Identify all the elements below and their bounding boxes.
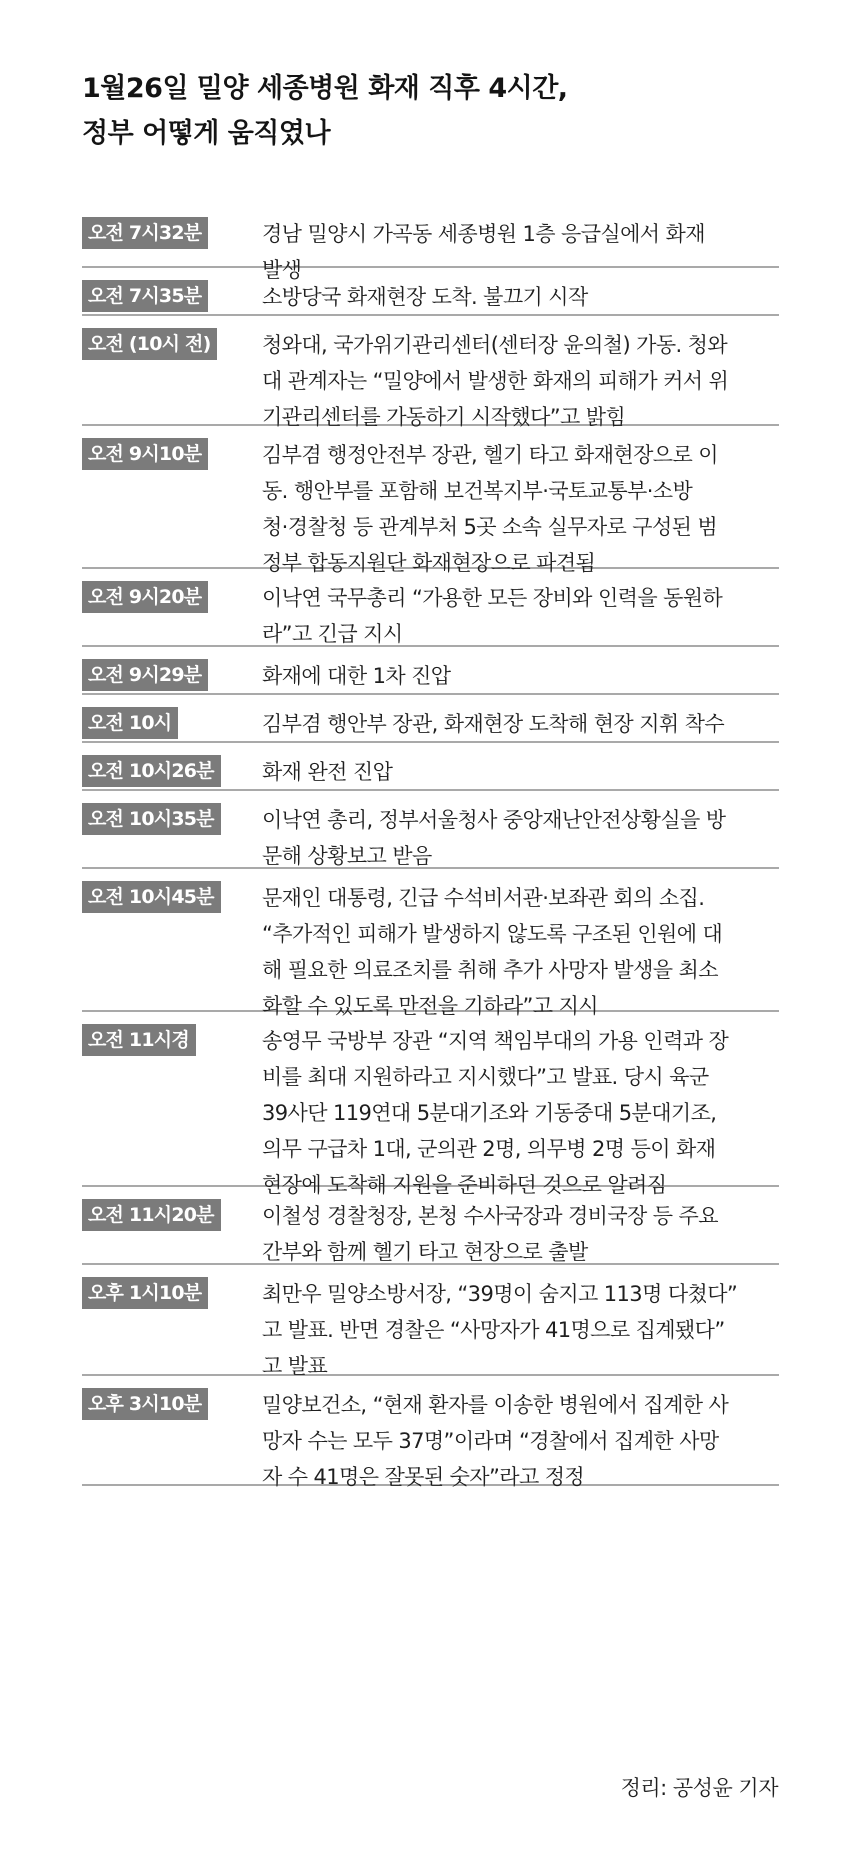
event-description (262, 279, 779, 315)
event-description-line: 현장에 도착해 지원을 준비하던 것으로 알려짐 (262, 1173, 667, 1197)
event-description-line: 동. 행안부를 포함해 보건복지부·국토교통부·소방 (262, 479, 693, 503)
event-description-line: 청와대, 국가위기관리센터(센터장 윤의철) 가동. 청와 (262, 333, 728, 357)
timeline-row (82, 316, 779, 429)
timeline-row (82, 1012, 779, 1197)
timeline-row (82, 1265, 779, 1376)
timeline-row (82, 569, 779, 647)
timeline-row (82, 695, 779, 743)
timeline-row (82, 1187, 779, 1265)
time-badge: 오전 10시45분 (82, 881, 221, 913)
event-description-line: 화할 수 있도록 만전을 기하라”고 지시 (262, 994, 598, 1018)
time-cell (82, 658, 262, 691)
event-description-line: 정부 합동지원단 화재현장으로 파견됨 (262, 551, 596, 575)
time-cell (82, 327, 262, 360)
timeline-row (82, 426, 779, 575)
time-badge: 오전 7시32분 (82, 217, 208, 249)
event-description-line: 비를 최대 지원하라고 지시했다”고 발표. 당시 육군 (262, 1065, 709, 1089)
event-description-line: 경남 밀양시 가곡동 세종병원 1층 응급실에서 화재 (262, 222, 705, 246)
time-badge: 오전 7시35분 (82, 280, 208, 312)
time-badge: 오전 (10시 전) (82, 328, 217, 360)
event-description-line: 문재인 대통령, 긴급 수석비서관·보좌관 회의 소집. (262, 886, 705, 910)
event-description-line: 화재에 대한 1차 진압 (262, 664, 451, 688)
event-description (262, 580, 779, 652)
article-title (82, 66, 782, 156)
event-description-line: 이철성 경찰청장, 본청 수사국장과 경비국장 등 주요 (262, 1204, 718, 1228)
event-description-line: 대 관계자는 “밀양에서 발생한 화재의 피해가 커서 위 (262, 369, 729, 393)
time-cell (82, 880, 262, 913)
title-line-2: 정부 어떻게 움직였나 (82, 118, 331, 149)
time-cell (82, 1387, 262, 1420)
event-description-line: 발생 (262, 258, 302, 282)
timeline-table (82, 205, 779, 1489)
event-description-line: 최만우 밀양소방서장, “39명이 숨지고 113명 다쳤다” (262, 1282, 738, 1306)
time-badge: 오후 1시10분 (82, 1277, 208, 1309)
time-badge: 오후 3시10분 (82, 1388, 208, 1420)
event-description (262, 1023, 779, 1203)
event-description-line: 망자 수는 모두 37명”이라며 “경찰에서 집계한 사망 (262, 1429, 719, 1453)
event-description-line: 고 발표 (262, 1354, 328, 1378)
time-cell (82, 1023, 262, 1056)
timeline-row (82, 791, 779, 869)
event-description-line: 화재 완전 진압 (262, 760, 393, 784)
event-description-line: 기관리센터를 가동하기 시작했다”고 밝힘 (262, 405, 626, 429)
event-description (262, 706, 779, 742)
time-badge: 오전 9시20분 (82, 581, 208, 613)
event-description-line: 이낙연 총리, 정부서울청사 중앙재난안전상황실을 방 (262, 808, 726, 832)
event-description-line: 청·경찰청 등 관계부처 5곳 소속 실무자로 구성된 범 (262, 515, 718, 539)
event-description (262, 754, 779, 790)
event-description-line: 김부겸 행정안전부 장관, 헬기 타고 화재현장으로 이 (262, 443, 718, 467)
event-description-line: 이낙연 국무총리 “가용한 모든 장비와 인력을 동원하 (262, 586, 723, 610)
time-badge: 오전 11시20분 (82, 1199, 221, 1231)
title-line-1: 1월26일 밀양 세종병원 화재 직후 4시간, (82, 73, 568, 104)
time-cell (82, 437, 262, 470)
event-description (262, 327, 779, 435)
timeline-row (82, 647, 779, 695)
time-cell (82, 706, 262, 739)
time-badge: 오전 10시26분 (82, 755, 221, 787)
event-description (262, 658, 779, 694)
event-description-line: 김부겸 행안부 장관, 화재현장 도착해 현장 지휘 착수 (262, 712, 725, 736)
time-cell (82, 1198, 262, 1231)
timeline-row (82, 205, 779, 282)
event-description (262, 1387, 779, 1495)
time-cell (82, 279, 262, 312)
event-description-line: 자 수 41명은 잘못된 숫자”라고 정정 (262, 1465, 585, 1489)
time-badge: 오전 11시경 (82, 1024, 196, 1056)
event-description-line: “추가적인 피해가 발생하지 않도록 구조된 인원에 대 (262, 922, 723, 946)
event-description-line: 39사단 119연대 5분대기조와 기동중대 5분대기조, (262, 1101, 717, 1125)
time-cell (82, 1276, 262, 1309)
event-description-line: 고 발표. 반면 경찰은 “사망자가 41명으로 집계됐다” (262, 1318, 725, 1342)
event-description (262, 437, 779, 581)
event-description-line: 문해 상황보고 받음 (262, 844, 432, 868)
time-badge: 오전 10시35분 (82, 803, 221, 835)
time-badge: 오전 10시 (82, 707, 178, 739)
time-cell (82, 802, 262, 835)
event-description (262, 216, 779, 288)
event-description (262, 802, 779, 874)
event-description-line: 밀양보건소, “현재 환자를 이송한 병원에서 집계한 사 (262, 1393, 729, 1417)
time-badge: 오전 9시10분 (82, 438, 208, 470)
event-description-line: 송영무 국방부 장관 “지역 책임부대의 가용 인력과 장 (262, 1029, 729, 1053)
event-description-line: 소방당국 화재현장 도착. 불끄기 시작 (262, 285, 588, 309)
timeline-row (82, 869, 779, 1018)
timeline-row (82, 743, 779, 791)
event-description-line: 의무 구급차 1대, 군의관 2명, 의무병 2명 등이 화재 (262, 1137, 716, 1161)
event-description (262, 1198, 779, 1270)
timeline-row (82, 1376, 779, 1489)
time-cell (82, 216, 262, 249)
time-cell (82, 580, 262, 613)
author-credit: 정리: 공성윤 기자 (620, 1776, 778, 1800)
event-description-line: 간부와 함께 헬기 타고 현장으로 출발 (262, 1240, 588, 1264)
event-description-line: 라”고 긴급 지시 (262, 622, 403, 646)
event-description (262, 880, 779, 1024)
event-description-line: 해 필요한 의료조치를 취해 추가 사망자 발생을 최소 (262, 958, 718, 982)
time-cell (82, 754, 262, 787)
event-description (262, 1276, 779, 1384)
time-badge: 오전 9시29분 (82, 659, 208, 691)
